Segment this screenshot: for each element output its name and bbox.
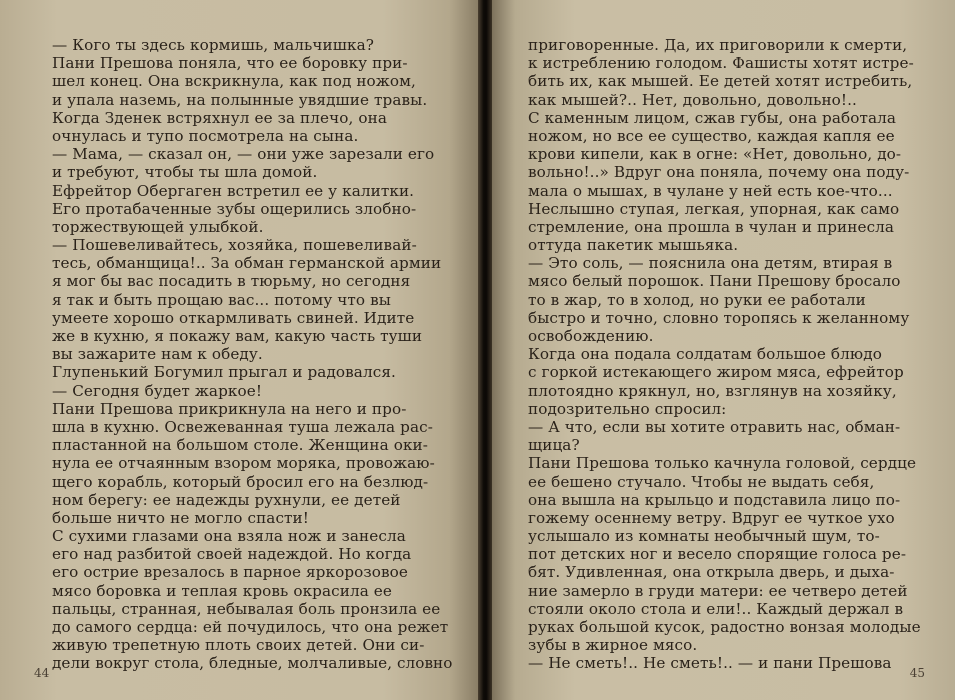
text-line: пальцы, странная, небывалая боль пронзила ее bbox=[52, 599, 441, 618]
text-line: Когда Зденек встряхнул ее за плечо, она bbox=[52, 108, 387, 127]
text-line: С сухими глазами она взяла нож и занесла bbox=[52, 527, 406, 546]
text-line: Его протабаченные зубы ощерились злобно- bbox=[52, 199, 417, 218]
left-page-number: 44 bbox=[34, 666, 50, 680]
text-line: С каменным лицом, сжав губы, она работала bbox=[528, 108, 897, 127]
text-line: торжествующей улыбкой. bbox=[52, 217, 264, 236]
text-line: Пани Прешова прикрикнула на него и про- bbox=[52, 399, 407, 418]
text-line: очнулась и тупо посмотрела на сына. bbox=[52, 126, 359, 145]
text-line: мала о мышах, в чулане у ней есть кое-что... bbox=[528, 181, 893, 200]
text-line: и упала наземь, на полынные увядшие травы. bbox=[52, 90, 428, 109]
text-line: умеете хорошо откармливать свиней. Идите bbox=[52, 308, 415, 327]
text-line: больше ничто не могло спасти! bbox=[52, 508, 309, 527]
text-line: ние замерло в груди матери: ее четверо детей bbox=[528, 581, 908, 600]
text-line: Когда она подала солдатам большое блюдо bbox=[528, 345, 882, 364]
text-line: Неслышно ступая, легкая, упорная, как само bbox=[528, 199, 900, 218]
text-line: крови кипели, как в огне: «Нет, довольно, до- bbox=[528, 145, 902, 164]
text-line: — Мама, — сказал он, — они уже зарезали его bbox=[52, 145, 435, 164]
text-line: и требуют, чтобы ты шла домой. bbox=[52, 163, 318, 182]
text-line: Глупенький Богумил прыгал и радовался. bbox=[52, 363, 396, 382]
text-line: как мышей?.. Нет, довольно, довольно!.. bbox=[528, 90, 857, 109]
text-line: его над разбитой своей надеждой. Но когда bbox=[52, 545, 412, 564]
book-gutter bbox=[478, 0, 492, 700]
text-line: стремление, она прошла в чулан и принесла bbox=[528, 217, 895, 236]
text-line: я мог бы вас посадить в тюрьму, но сегодня bbox=[52, 272, 411, 291]
text-line: вольно!..» Вдруг она поняла, почему она поду- bbox=[528, 163, 910, 182]
text-line: нула ее отчаянным взором моряка, провожаю- bbox=[52, 454, 435, 473]
text-line: щего корабль, который бросил его на безлюд- bbox=[52, 472, 429, 491]
text-line: она вышла на крыльцо и подставила лицо по- bbox=[528, 490, 901, 509]
text-line: услышало из комнаты необычный шум, то- bbox=[528, 527, 880, 546]
text-line: шла в кухню. Освежеванная туша лежала рас- bbox=[52, 417, 433, 436]
text-line: — Пошевеливайтесь, хозяйка, пошевеливай- bbox=[52, 236, 417, 255]
text-line: — Сегодня будет жаркое! bbox=[52, 381, 263, 400]
text-line: пот детских ног и весело спорящие голоса ре- bbox=[528, 545, 907, 564]
text-line: тесь, обманщица!.. За обман германской армии bbox=[52, 254, 442, 273]
text-line: зубы в жирное мясо. bbox=[528, 636, 698, 655]
left-page-text bbox=[52, 36, 452, 673]
text-line: же в кухню, я покажу вам, какую часть туши bbox=[52, 327, 423, 345]
text-line: его острие врезалось в парное яркорозовое bbox=[52, 563, 408, 582]
text-line: бят. Удивленная, она открыла дверь, и дыха- bbox=[528, 563, 895, 582]
text-line: плотоядно крякнул, но, взглянув на хозяйку, bbox=[528, 381, 897, 400]
text-line: пластанной на большом столе. Женщина оки- bbox=[52, 436, 428, 455]
text-line: то в жар, то в холод, но руки ее работали bbox=[528, 290, 866, 309]
text-line: с горкой истекающего жиром мяса, ефрейтор bbox=[528, 363, 904, 382]
text-line: Пани Прешова поняла, что ее боровку при- bbox=[52, 54, 408, 73]
text-line: оттуда пакетик мышьяка. bbox=[528, 236, 739, 255]
right-page-number: 45 bbox=[909, 666, 925, 680]
text-line: к истреблению голодом. Фашисты хотят истре- bbox=[528, 54, 914, 73]
text-line: Ефрейтор Обергаген встретил ее у калитки. bbox=[52, 181, 415, 200]
text-line: щица? bbox=[528, 436, 580, 455]
text-line: дели вокруг стола, бледные, молчаливые, словно bbox=[52, 654, 453, 673]
text-line: — А что, если вы хотите отравить нас, обман- bbox=[528, 417, 901, 436]
text-line: вы зажарите нам к обеду. bbox=[52, 345, 263, 364]
text-line: шел конец. Она вскрикнула, как под ножом, bbox=[52, 72, 416, 91]
text-line: освобождению. bbox=[528, 327, 654, 345]
text-line: приговоренные. Да, их приговорили к смерти, bbox=[528, 36, 908, 54]
text-line: бить их, как мышей. Ее детей хотят истребить, bbox=[528, 72, 913, 91]
text-line: мясо боровка и теплая кровь окрасила ее bbox=[52, 581, 392, 600]
text-line: ножом, но все ее существо, каждая капля ее bbox=[528, 126, 895, 145]
text-line: мясо белый порошок. Пани Прешову бросало bbox=[528, 272, 901, 291]
text-line: ее бешено стучало. Чтобы не выдать себя, bbox=[528, 472, 875, 491]
text-line: Пани Прешова только качнула головой, сердце bbox=[528, 454, 917, 473]
text-line: ном берегу: ее надежды рухнули, ее детей bbox=[52, 490, 401, 509]
text-line: — Не сметь!.. Не сметь!.. — и пани Прешова bbox=[528, 654, 892, 673]
right-page bbox=[492, 0, 955, 700]
text-line: быстро и точно, словно торопясь к желанному bbox=[528, 308, 910, 327]
text-line: стояли около стола и ели!.. Каждый держал в bbox=[528, 599, 904, 618]
right-page-text bbox=[528, 36, 936, 673]
text-line: гожему осеннему ветру. Вдруг ее чуткое ухо bbox=[528, 508, 895, 527]
text-line: живую трепетную плоть своих детей. Они си- bbox=[52, 636, 425, 655]
text-line: — Это соль, — пояснила она детям, втирая в bbox=[528, 254, 893, 273]
text-line: до самого сердца: ей почудилось, что она режет bbox=[52, 618, 449, 636]
text-line: руках большой кусок, радостно вонзая молодые bbox=[528, 618, 921, 636]
text-line: подозрительно спросил: bbox=[528, 399, 727, 418]
text-line: — Кого ты здесь кормишь, мальчишка? bbox=[52, 36, 374, 54]
text-line: я так и быть прощаю вас... потому что вы bbox=[52, 290, 391, 309]
